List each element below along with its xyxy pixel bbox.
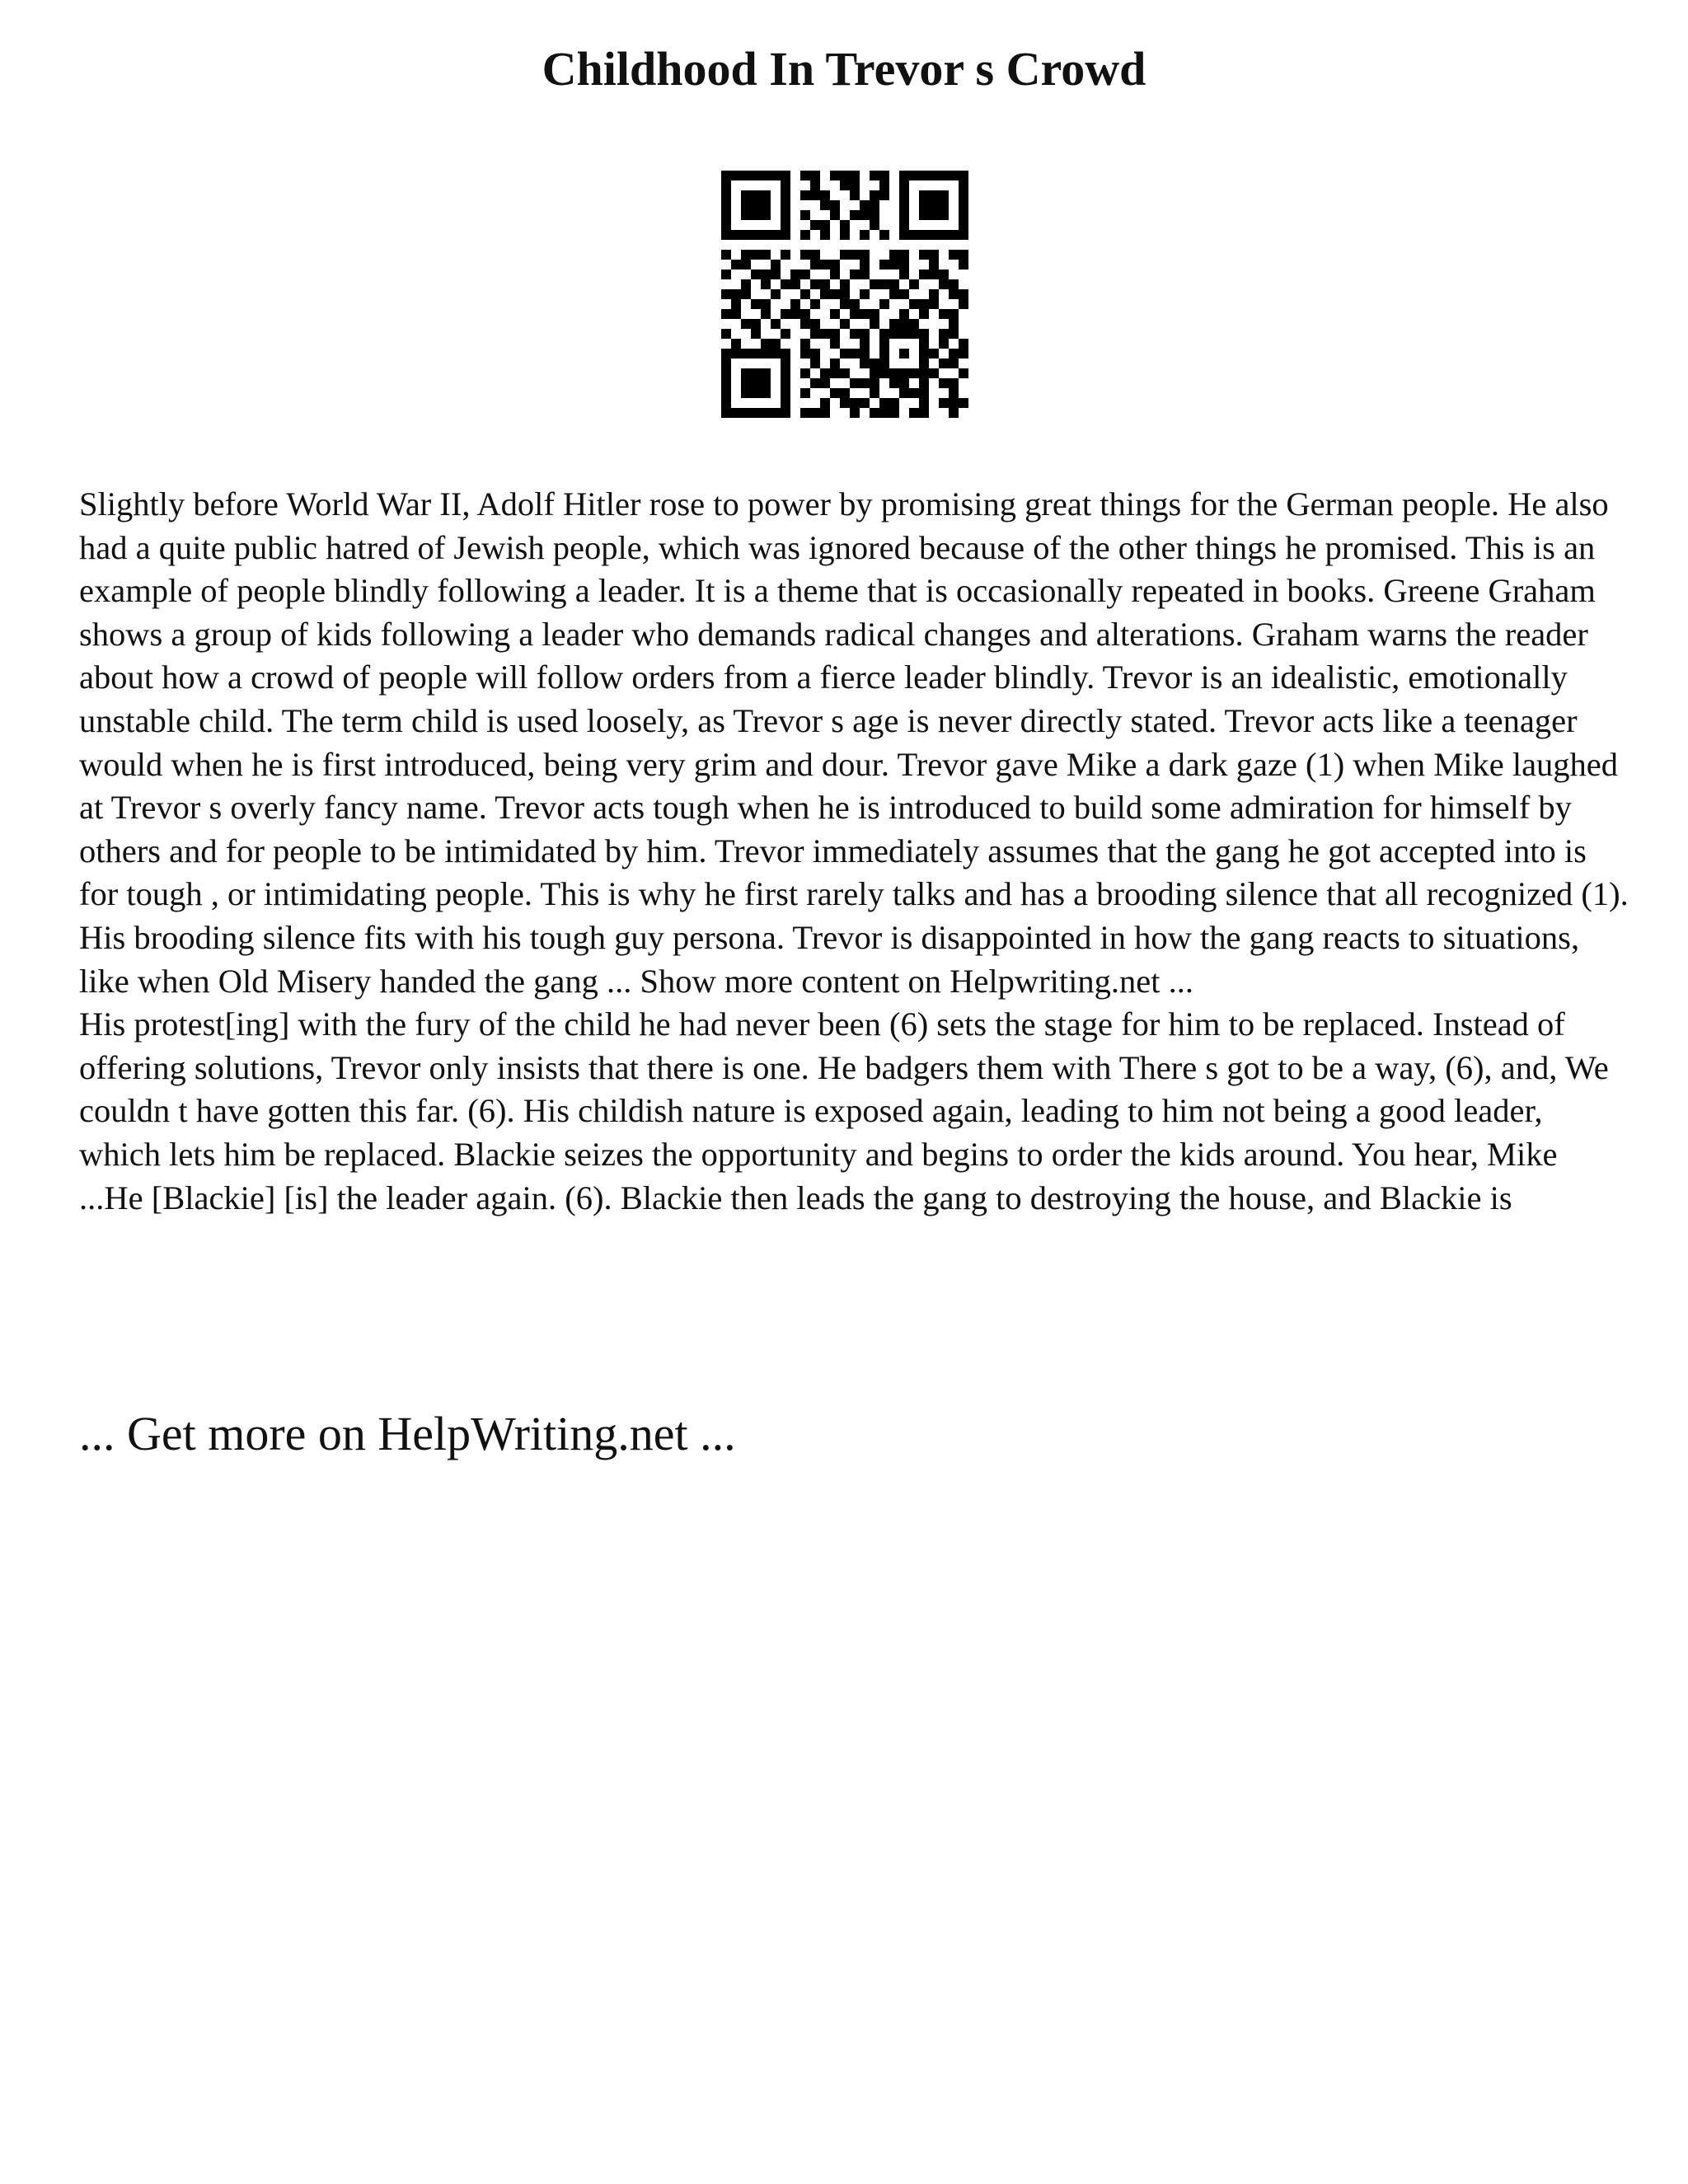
body-paragraph-1: Slightly before World War II, Adolf Hitler rose to power by promising great things for the German people. He also had a quite public hatred of Jewish people, which was ignored because of the other things he promised. This is an example of people blindly following a leader. It is a theme that is occasionally repeated in books. Greene Graham shows a group of kids following a leader who demands radical changes and alterations. Graham warns the reader about how a crowd of people will follow orders from a fierce leader blindly. Trevor is an idealistic, emotionally unstable child. The term child is used loosely, as Trevor s age is never directly stated. Trevor acts like a teenager would when he is first introduced, being very grim and dour. Trevor gave Mike a dark gaze (1) when Mike laughed at Trevor s overly fancy name. Trevor acts tough when he is introduced to build some admiration for himself by others and for people to be intimidated by him. Trevor immediately assumes that the gang he got accepted into is for tough , or intimidating people. This is why he first rarely talks and has a brooding silence that all recognized (1). His brooding silence fits with his tough guy persona. Trevor is disappointed in how the gang reacts to situations, like when Old Misery handed the gang ... Show more content on Helpwriting.net ... [79, 485, 1629, 1000]
page-title: Childhood In Trevor s Crowd [542, 42, 1146, 96]
qr-code-icon [721, 171, 968, 418]
get-more-link[interactable]: ... Get more on HelpWriting.net ... [79, 1407, 736, 1460]
body-paragraph-2: His protest[ing] with the fury of the child he had never been (6) sets the stage for him to be replaced. Instead of offering solutions, Trevor only insists that there is one. He badgers them with There s got to be a way, (6), and, We couldn t have gotten this far. (6). His childish nature is exposed again, leading to him not being a good leader, which lets him be replaced. Blackie seizes the opportunity and begins to order the kids around. You hear, Mike ...He [Blackie] [is] the leader again. (6). Blackie then leads the gang to destroying the house, and Blackie is [79, 1005, 1609, 1216]
article-body [79, 483, 1629, 1220]
